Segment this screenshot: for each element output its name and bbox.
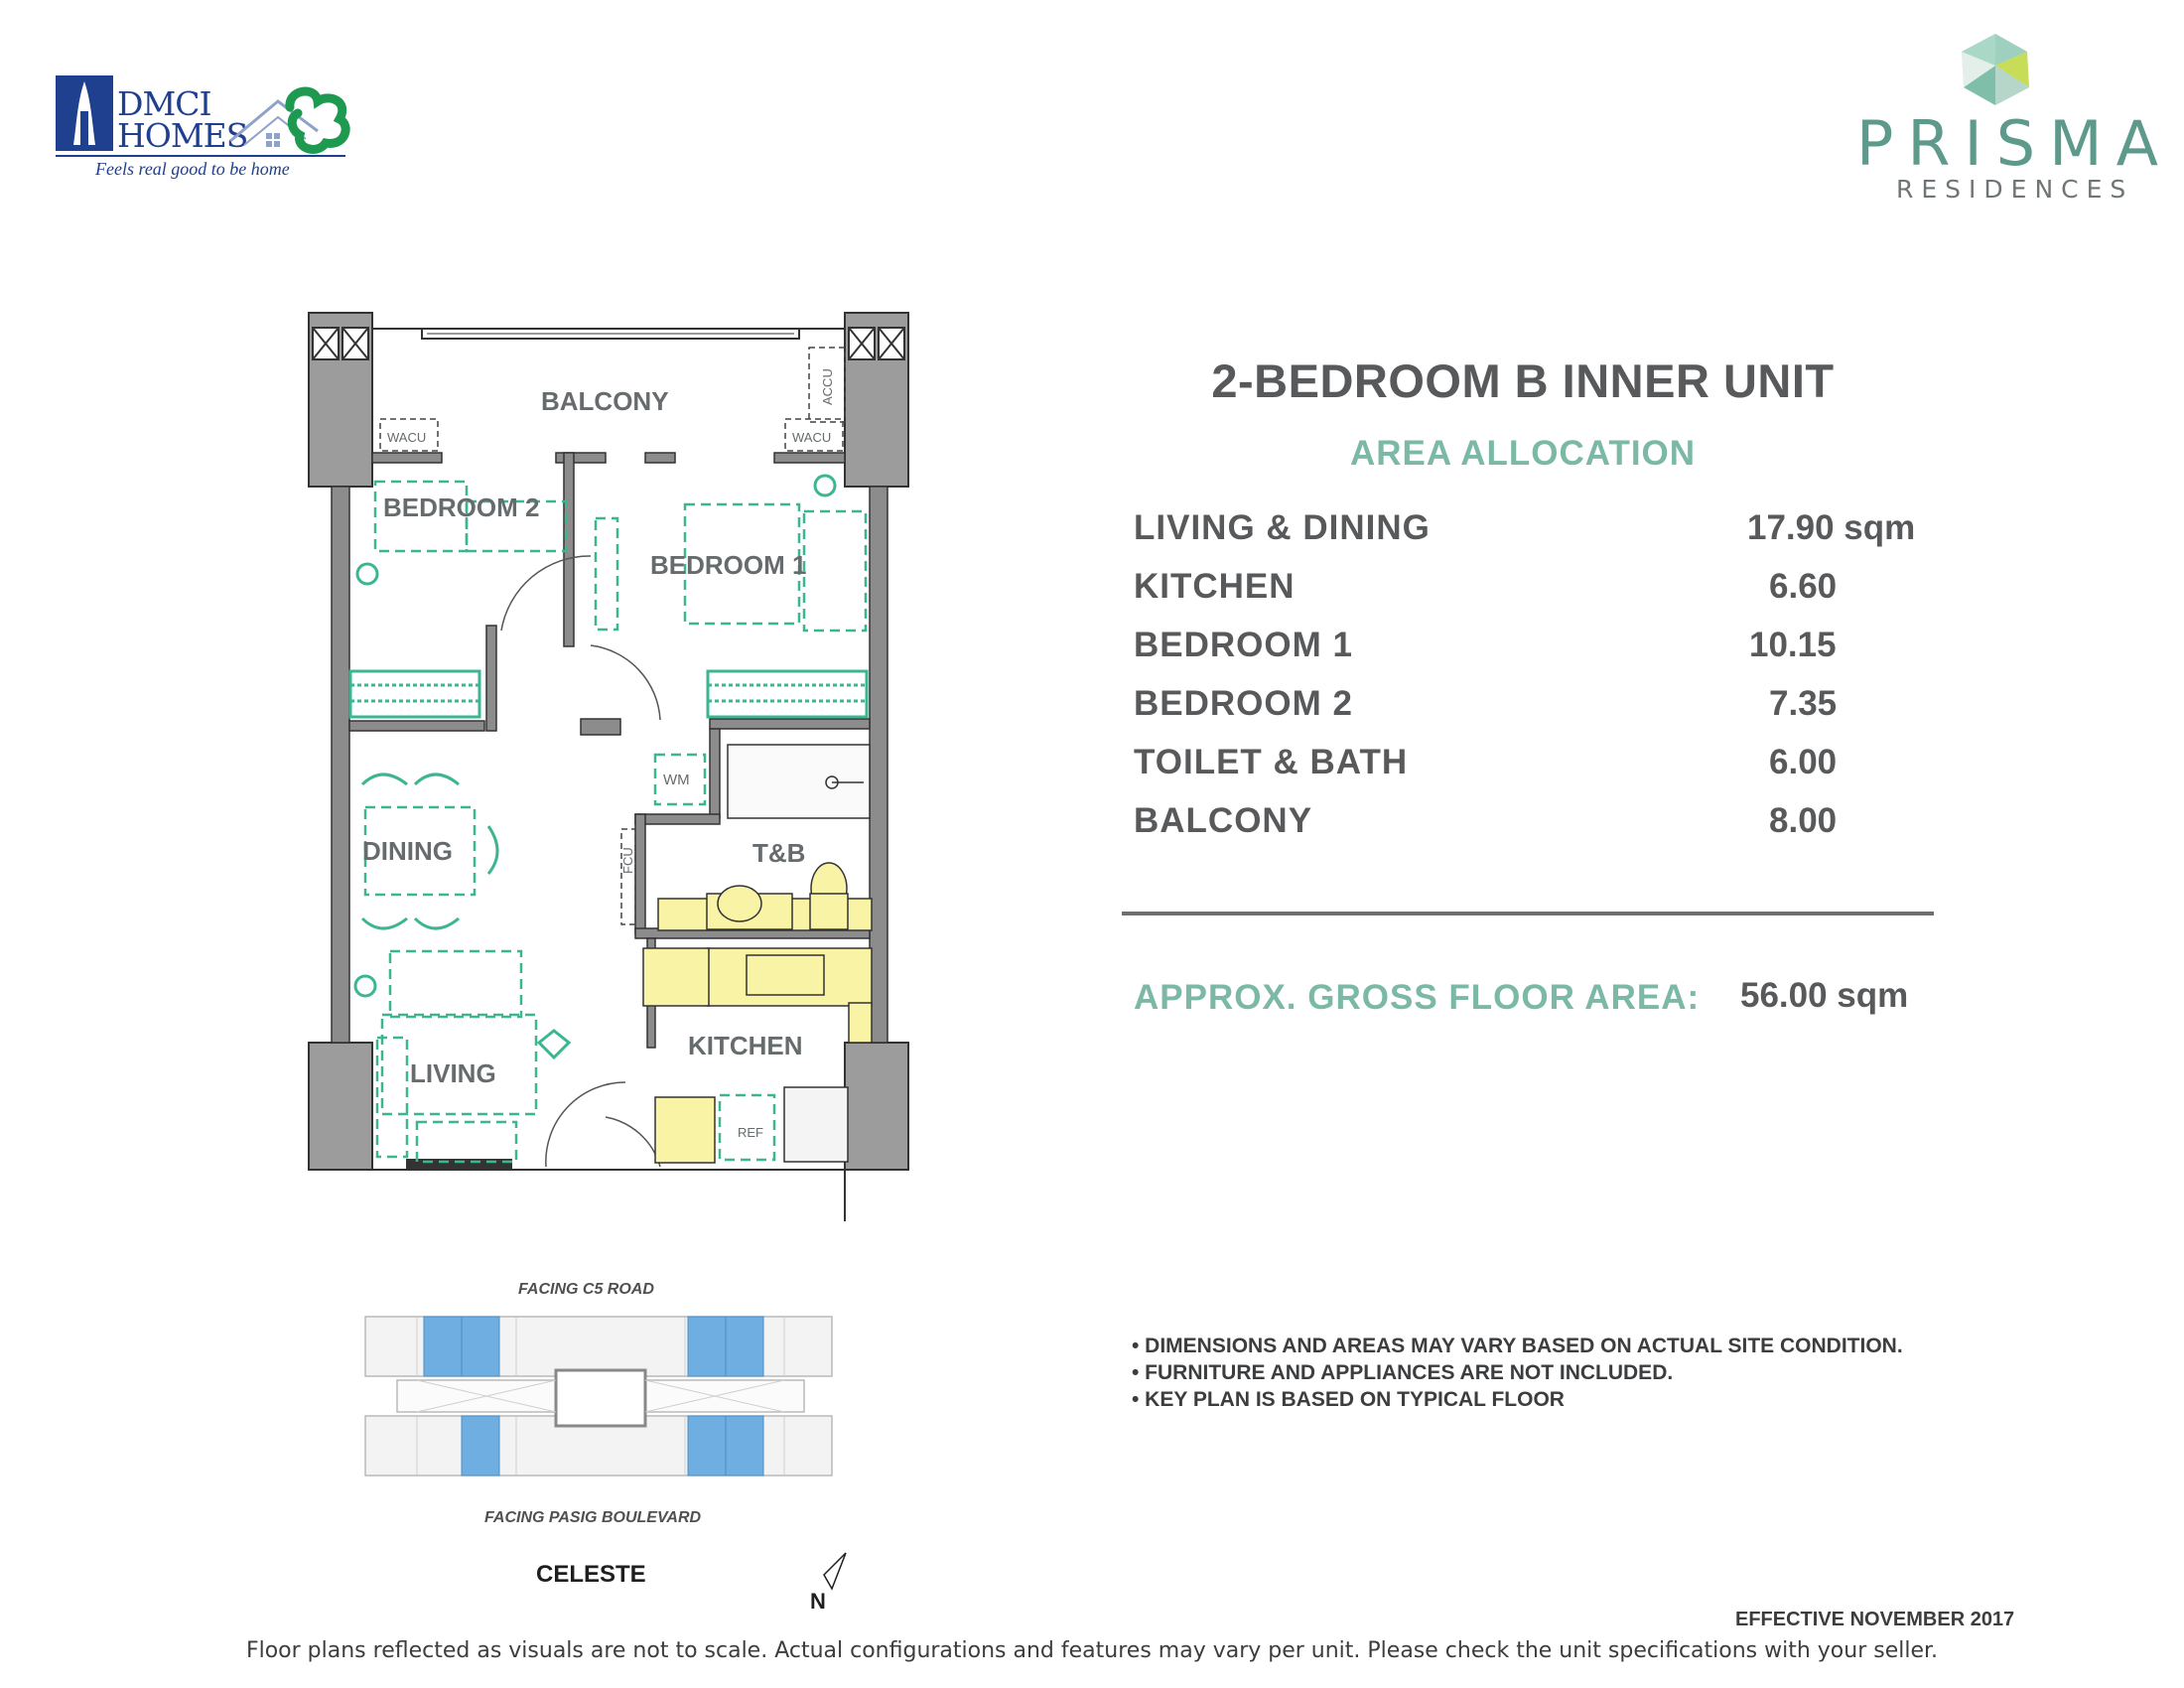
prisma-gem-icon: [1956, 30, 2035, 109]
area-name: KITCHEN: [1134, 567, 1296, 606]
area-allocation-heading: AREA ALLOCATION: [1349, 434, 1697, 473]
area-row: [1134, 626, 1928, 675]
note-item: • FURNITURE AND APPLIANCES ARE NOT INCLUDED.: [1132, 1361, 1674, 1384]
wacu-left-label: WACU: [387, 430, 427, 445]
key-plan-diagram: [357, 1309, 844, 1507]
note-item: • DIMENSIONS AND AREAS MAY VARY BASED ON ACTUAL SITE CONDITION.: [1132, 1335, 1903, 1357]
area-value: 10.15: [1749, 626, 1837, 664]
area-row: [1134, 743, 1928, 792]
area-row: [1134, 567, 1928, 617]
area-name: BALCONY: [1134, 801, 1313, 840]
key-plan-top-caption: FACING C5 ROAD: [518, 1281, 654, 1298]
gross-floor-area-value: 56.00 sqm: [1740, 976, 1909, 1015]
dmci-rule: [56, 155, 345, 157]
dmci-word: DMCI: [117, 84, 211, 123]
area-value: 6.00: [1769, 743, 1838, 781]
wacu-right-label: WACU: [792, 430, 832, 445]
bedroom-1-label: BEDROOM 1: [650, 550, 807, 580]
dmci-homes-logo: [52, 60, 349, 189]
area-value: 8.00: [1769, 801, 1838, 840]
house-roof-icon: [226, 79, 351, 159]
wm-label: WM: [663, 772, 690, 788]
prisma-residences-logo: [1827, 30, 2173, 218]
unit-title: 2-BEDROOM B INNER UNIT: [1211, 354, 1835, 407]
area-row: [1134, 508, 1928, 558]
area-row: [1134, 801, 1928, 851]
area-value: 17.90 sqm: [1747, 508, 1916, 547]
key-plan-bottom-caption: FACING PASIG BOULEVARD: [484, 1509, 702, 1526]
north-label: N: [810, 1589, 826, 1614]
dmci-emblem-icon: [56, 75, 113, 151]
balcony-rail: [372, 329, 845, 339]
column-x-boxes: [313, 328, 904, 359]
area-name: BEDROOM 1: [1134, 626, 1353, 664]
toilet-bath-label: T&B: [752, 838, 806, 868]
homes-word: HOMES: [117, 116, 248, 155]
north-arrow-icon: [802, 1549, 852, 1593]
beds-hatched: [350, 671, 867, 717]
note-item: • KEY PLAN IS BASED ON TYPICAL FLOOR: [1132, 1388, 1565, 1411]
floor-plan: [298, 298, 933, 1231]
dining-label: DINING: [362, 836, 453, 866]
residences-word: RESIDENCES: [1896, 175, 2134, 204]
balcony-label: BALCONY: [541, 386, 669, 416]
divider-line: [1122, 912, 1934, 915]
area-name: TOILET & BATH: [1134, 743, 1409, 781]
key-plan: [357, 1281, 844, 1539]
living-label: LIVING: [410, 1058, 496, 1088]
area-name: BEDROOM 2: [1134, 684, 1353, 723]
dmci-tagline: Feels real good to be home: [95, 159, 290, 179]
footer-disclaimer: Floor plans reflected as visuals are not to scale. Actual configurations and features may vary per unit. Please check the unit specifications with your seller.: [245, 1638, 1939, 1663]
area-value: 6.60: [1769, 567, 1838, 606]
area-name: LIVING & DINING: [1134, 508, 1431, 547]
gross-floor-area-label: APPROX. GROSS FLOOR AREA:: [1134, 978, 1701, 1017]
bedroom-2-label: BEDROOM 2: [383, 492, 540, 522]
area-row: [1134, 684, 1928, 734]
effective-date: EFFECTIVE NOVEMBER 2017: [1735, 1609, 2015, 1630]
fcu-label: FCU: [620, 847, 635, 874]
prisma-word: PRISMA: [1856, 107, 2173, 180]
accu-label: ACCU: [820, 368, 835, 405]
kitchen-label: KITCHEN: [688, 1031, 803, 1060]
tower-name: CELESTE: [536, 1561, 646, 1588]
ref-label: REF: [738, 1125, 763, 1140]
north-arrow: [802, 1549, 852, 1618]
area-value: 7.35: [1769, 684, 1838, 723]
